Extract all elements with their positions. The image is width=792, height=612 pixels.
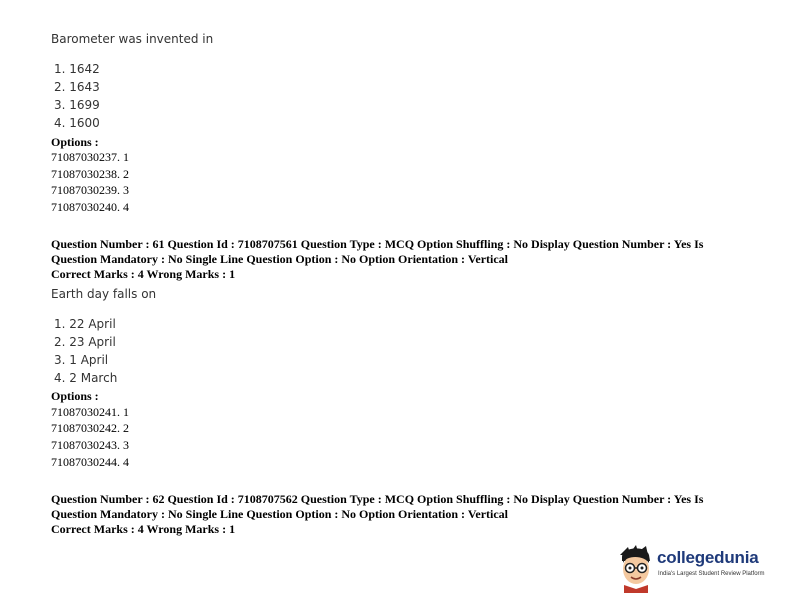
q61-option-id-1: 71087030241. 1 <box>51 405 129 419</box>
q60-option-4: 4. 1600 <box>54 116 100 130</box>
q61-option-id-3: 71087030243. 3 <box>51 438 129 452</box>
q60-option-id-2: 71087030238. 2 <box>51 167 129 181</box>
q62-meta-line-1: Question Number : 62 Question Id : 7108707562 Question Type : MCQ Option Shuffling : No Display Question Number : Yes Is <box>51 492 704 506</box>
q61-meta-line-2: Question Mandatory : No Single Line Question Option : No Option Orientation : Vertical <box>51 252 509 266</box>
logo-tagline: India's Largest Student Review Platform <box>658 571 765 577</box>
q61-marks: Correct Marks : 4 Wrong Marks : 1 <box>51 267 236 281</box>
q61-option-id-4: 71087030244. 4 <box>51 455 129 469</box>
q60-option-id-4: 71087030240. 4 <box>51 200 129 214</box>
q61-meta-line-1: Question Number : 61 Question Id : 7108707561 Question Type : MCQ Option Shuffling : No Display Question Number : Yes Is <box>51 237 704 251</box>
q61-options-label: Options : <box>51 389 99 403</box>
q60-option-id-1: 71087030237. 1 <box>51 150 129 164</box>
logo-wordmark: collegedunia <box>657 548 759 567</box>
q62-marks: Correct Marks : 4 Wrong Marks : 1 <box>51 522 236 536</box>
student-face-logo-icon <box>616 543 656 593</box>
q61-option-3: 3. 1 April <box>54 353 109 367</box>
q61-option-2: 2. 23 April <box>54 335 116 349</box>
q61-option-4: 4. 2 March <box>54 371 118 385</box>
q60-option-id-3: 71087030239. 3 <box>51 183 129 197</box>
q60-options-label: Options : <box>51 135 99 149</box>
q60-option-1: 1. 1642 <box>54 62 100 76</box>
question-60-text: Barometer was invented in <box>51 32 214 46</box>
q62-meta-line-2: Question Mandatory : No Single Line Question Option : No Option Orientation : Vertical <box>51 507 509 521</box>
q61-option-id-2: 71087030242. 2 <box>51 421 129 435</box>
question-61-text: Earth day falls on <box>51 287 157 301</box>
q61-option-1: 1. 22 April <box>54 317 116 331</box>
q60-option-3: 3. 1699 <box>54 98 100 112</box>
q60-option-2: 2. 1643 <box>54 80 100 94</box>
collegedunia-logo <box>616 543 776 593</box>
